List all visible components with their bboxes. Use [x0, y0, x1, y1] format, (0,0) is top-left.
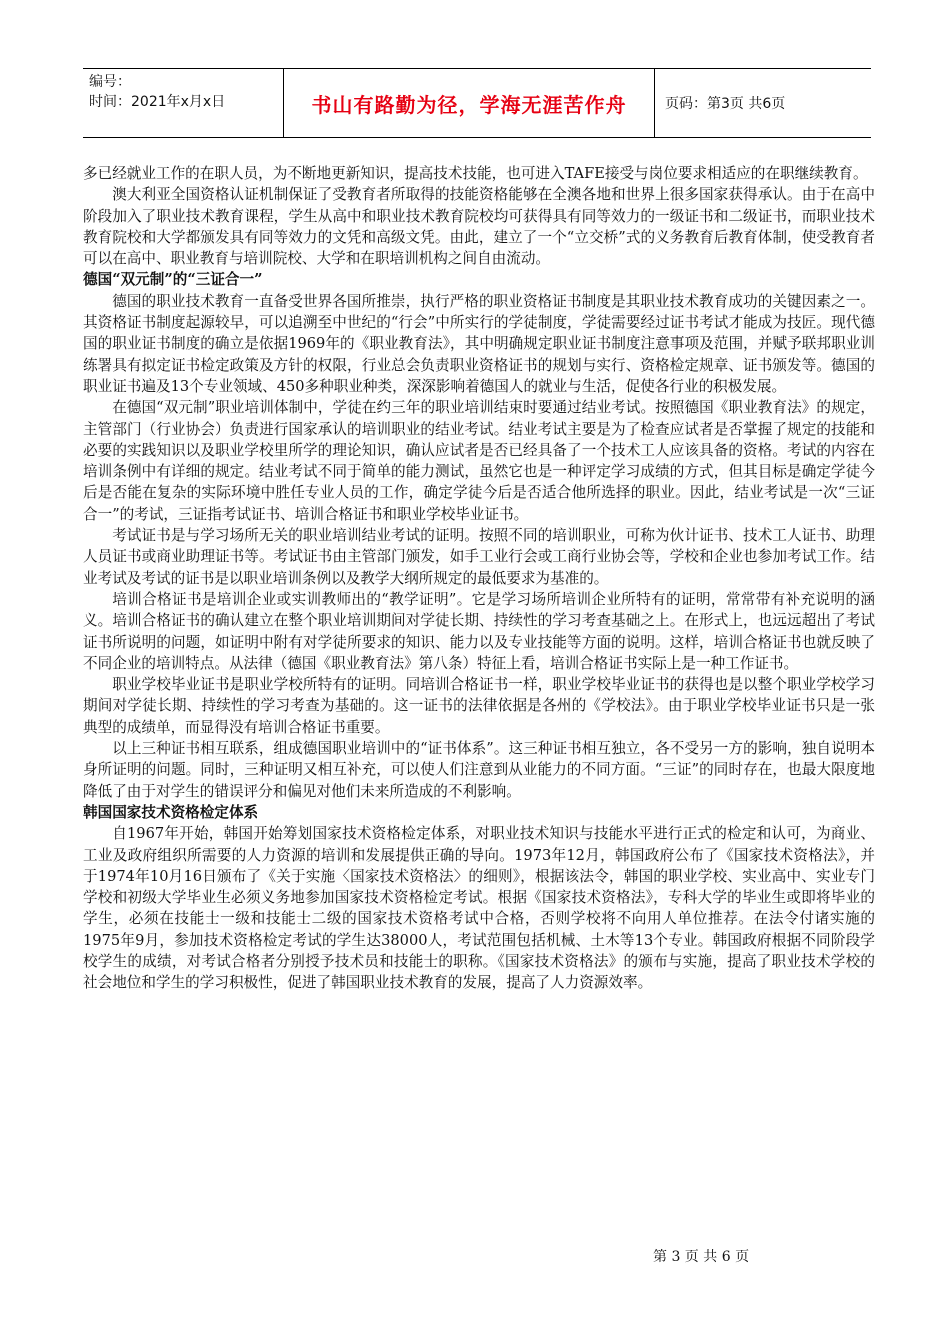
page-indicator: 页码：第3页 共6页: [665, 96, 786, 112]
paragraph: 培训合格证书是培训企业或实训教师出的“教学证明”。它是学习场所培训企业所特有的证明，常常带有补充说明的涵义。培训合格证书的确认建立在整个职业培训期间对学徒长期、持续性的学习考查基础之上。在形式上，也远远超出了考试证书所说明的问题，如证明中附有对学徒所要求的知识、能力以及专业技能等方面的说明。这样，培训合格证书也就反映了不同企业的培训特点。从法律（德国《职业教育法》第八条）特征上看，培训合格证书实际上是一种工作证书。: [83, 590, 875, 672]
section-title: 德国“双元制”的“三证合一”: [83, 271, 263, 289]
paragraph: 职业学校毕业证书是职业学校所特有的证明。同培训合格证书一样，职业学校毕业证书的获得也是以整个职业学校学习期间对学徒长期、持续性的学习考查为基础的。这一证书的法律依据是各州的《学校法》。由于职业学校毕业证书只是一张典型的成绩单，而显得没有培训合格证书重要。: [83, 676, 875, 736]
section-title: 韩国国家技术资格检定体系: [83, 803, 259, 821]
document-body: [83, 163, 875, 994]
paragraph: 考试证书是与学习场所无关的职业培训结业考试的证明。按照不同的培训职业，可称为伙计证书、技术工人证书、助理人员证书或商业助理证书等。考试证书由主管部门颁发，如手工业行会或工商行业协会等，学校和企业也参加考试工作。结业考试及考试的证书是以职业培训条例以及教学大纲所规定的最低要求为基准的。: [83, 527, 875, 587]
document-date: 时间：2021年x月x日: [89, 94, 226, 110]
document-number: 编号：: [89, 74, 131, 90]
paragraph: 德国的职业技术教育一直备受世界各国所推崇，执行严格的职业资格证书制度是其职业技术教育成功的关键因素之一。其资格证书制度起源较早，可以追溯至中世纪的“行会”中所实行的学徒制度，学徒需要经过证书考试才能成为技匠。现代德国的职业证书制度的确立是依据1969年的《职业教育法》，其中明确规定职业证书制度注意事项及范围，并赋予联邦职业训练署具有拟定证书检定政策及方针的权限，行业总会负责职业资格证书的规划与实行、资格检定规章、证书颁发等。德国的职业证书遍及13个专业领域、450多种职业种类，深深影响着德国人的就业与生活，促使各行业的积极发展。: [83, 292, 875, 395]
paragraph: 澳大利亚全国资格认证机制保证了受教育者所取得的技能资格能够在全澳各地和世界上很多国家获得承认。由于在高中阶段加入了职业技术教育课程，学生从高中和职业技术教育院校均可获得具有同等效力的一级证书和二级证书，而职业技术教育院校和大学都颁发具有同等效力的文凭和高级文凭。由此，建立了一个“立交桥”式的义务教育后教育体制，使受教育者可以在高中、职业教育与培训院校、大学和在职培训机构之间自由流动。: [83, 186, 875, 268]
page-header: [83, 68, 871, 138]
header-motto-cell: [283, 69, 655, 137]
header-meta: [83, 69, 283, 137]
paragraph: 自1967年开始，韩国开始筹划国家技术资格检定体系，对职业技术知识与技能水平进行正式的检定和认可，为商业、工业及政府组织所需要的人力资源的培训和发展提供正确的导向。1973年12月，韩国政府公布了《国家技术资格法》，并于1974年10月16日颁布了《关于实施〈国家技术资格法〉的细则》，根据该法令，韩国的职业学校、实业高中、实业专门学校和初级大学毕业生必须义务地参加国家技术资格检定考试。根据《国家技术资格法》，专科大学的毕业生或即将毕业的学生，必须在技能士一级和技能士二级的国家技术资格考试中合格，否则学校将不向用人单位推荐。在法令付诸实施的1975年9月，参加技术资格检定考试的学生达38000人，考试范围包括机械、土木等13个专业。韩国政府根据不同阶段学校学生的成绩，对考试合格者分别授予技术员和技能士的职称。《国家技术资格法》的颁布与实施，提高了职业技术学校的社会地位和学生的学习积极性，促进了韩国职业技术教育的发展，提高了人力资源效率。: [83, 825, 876, 992]
page-footer: 第 3 页 共 6 页: [653, 1249, 750, 1265]
paragraph: 以上三种证书相互联系，组成德国职业培训中的“证书体系”。这三种证书相互独立，各不受另一方的影响，独自说明本身所证明的问题。同时，三种证明又相互补充，可以使人们注意到从业能力的不同方面。“三证”的同时存在，也最大限度地降低了由于对学生的错误评分和偏见对他们未来所造成的不利影响。: [83, 740, 875, 800]
header-page-info: [655, 69, 871, 137]
paragraph: 多已经就业工作的在职人员，为不断地更新知识，提高技术技能，也可进入TAFE接受与岗位要求相适应的在职继续教育。: [83, 165, 868, 182]
header-motto: 书山有路勤为径，学海无涯苦作舟: [311, 92, 627, 117]
paragraph: 在德国“双元制”职业培训体制中，学徒在约三年的职业培训结束时要通过结业考试。按照德国《职业教育法》的规定，主管部门（行业协会）负责进行国家承认的培训职业的结业考试。结业考试主要是为了检查应试者是否掌握了规定的技能和必要的实践知识以及职业学校里所学的理论知识，确认应试者是否已经具备了一个技术工人应该具备的资格。考试的内容在培训条例中有详细的规定。结业考试不同于简单的能力测试，虽然它也是一种评定学习成绩的方式，但其目标是确定学徒今后是否能在复杂的实际环境中胜任专业人员的工作，确定学徒今后是否适合他所选择的职业。因此，结业考试是一次“三证合一”的考试，三证指考试证书、培训合格证书和职业学校毕业证书。: [83, 399, 875, 523]
